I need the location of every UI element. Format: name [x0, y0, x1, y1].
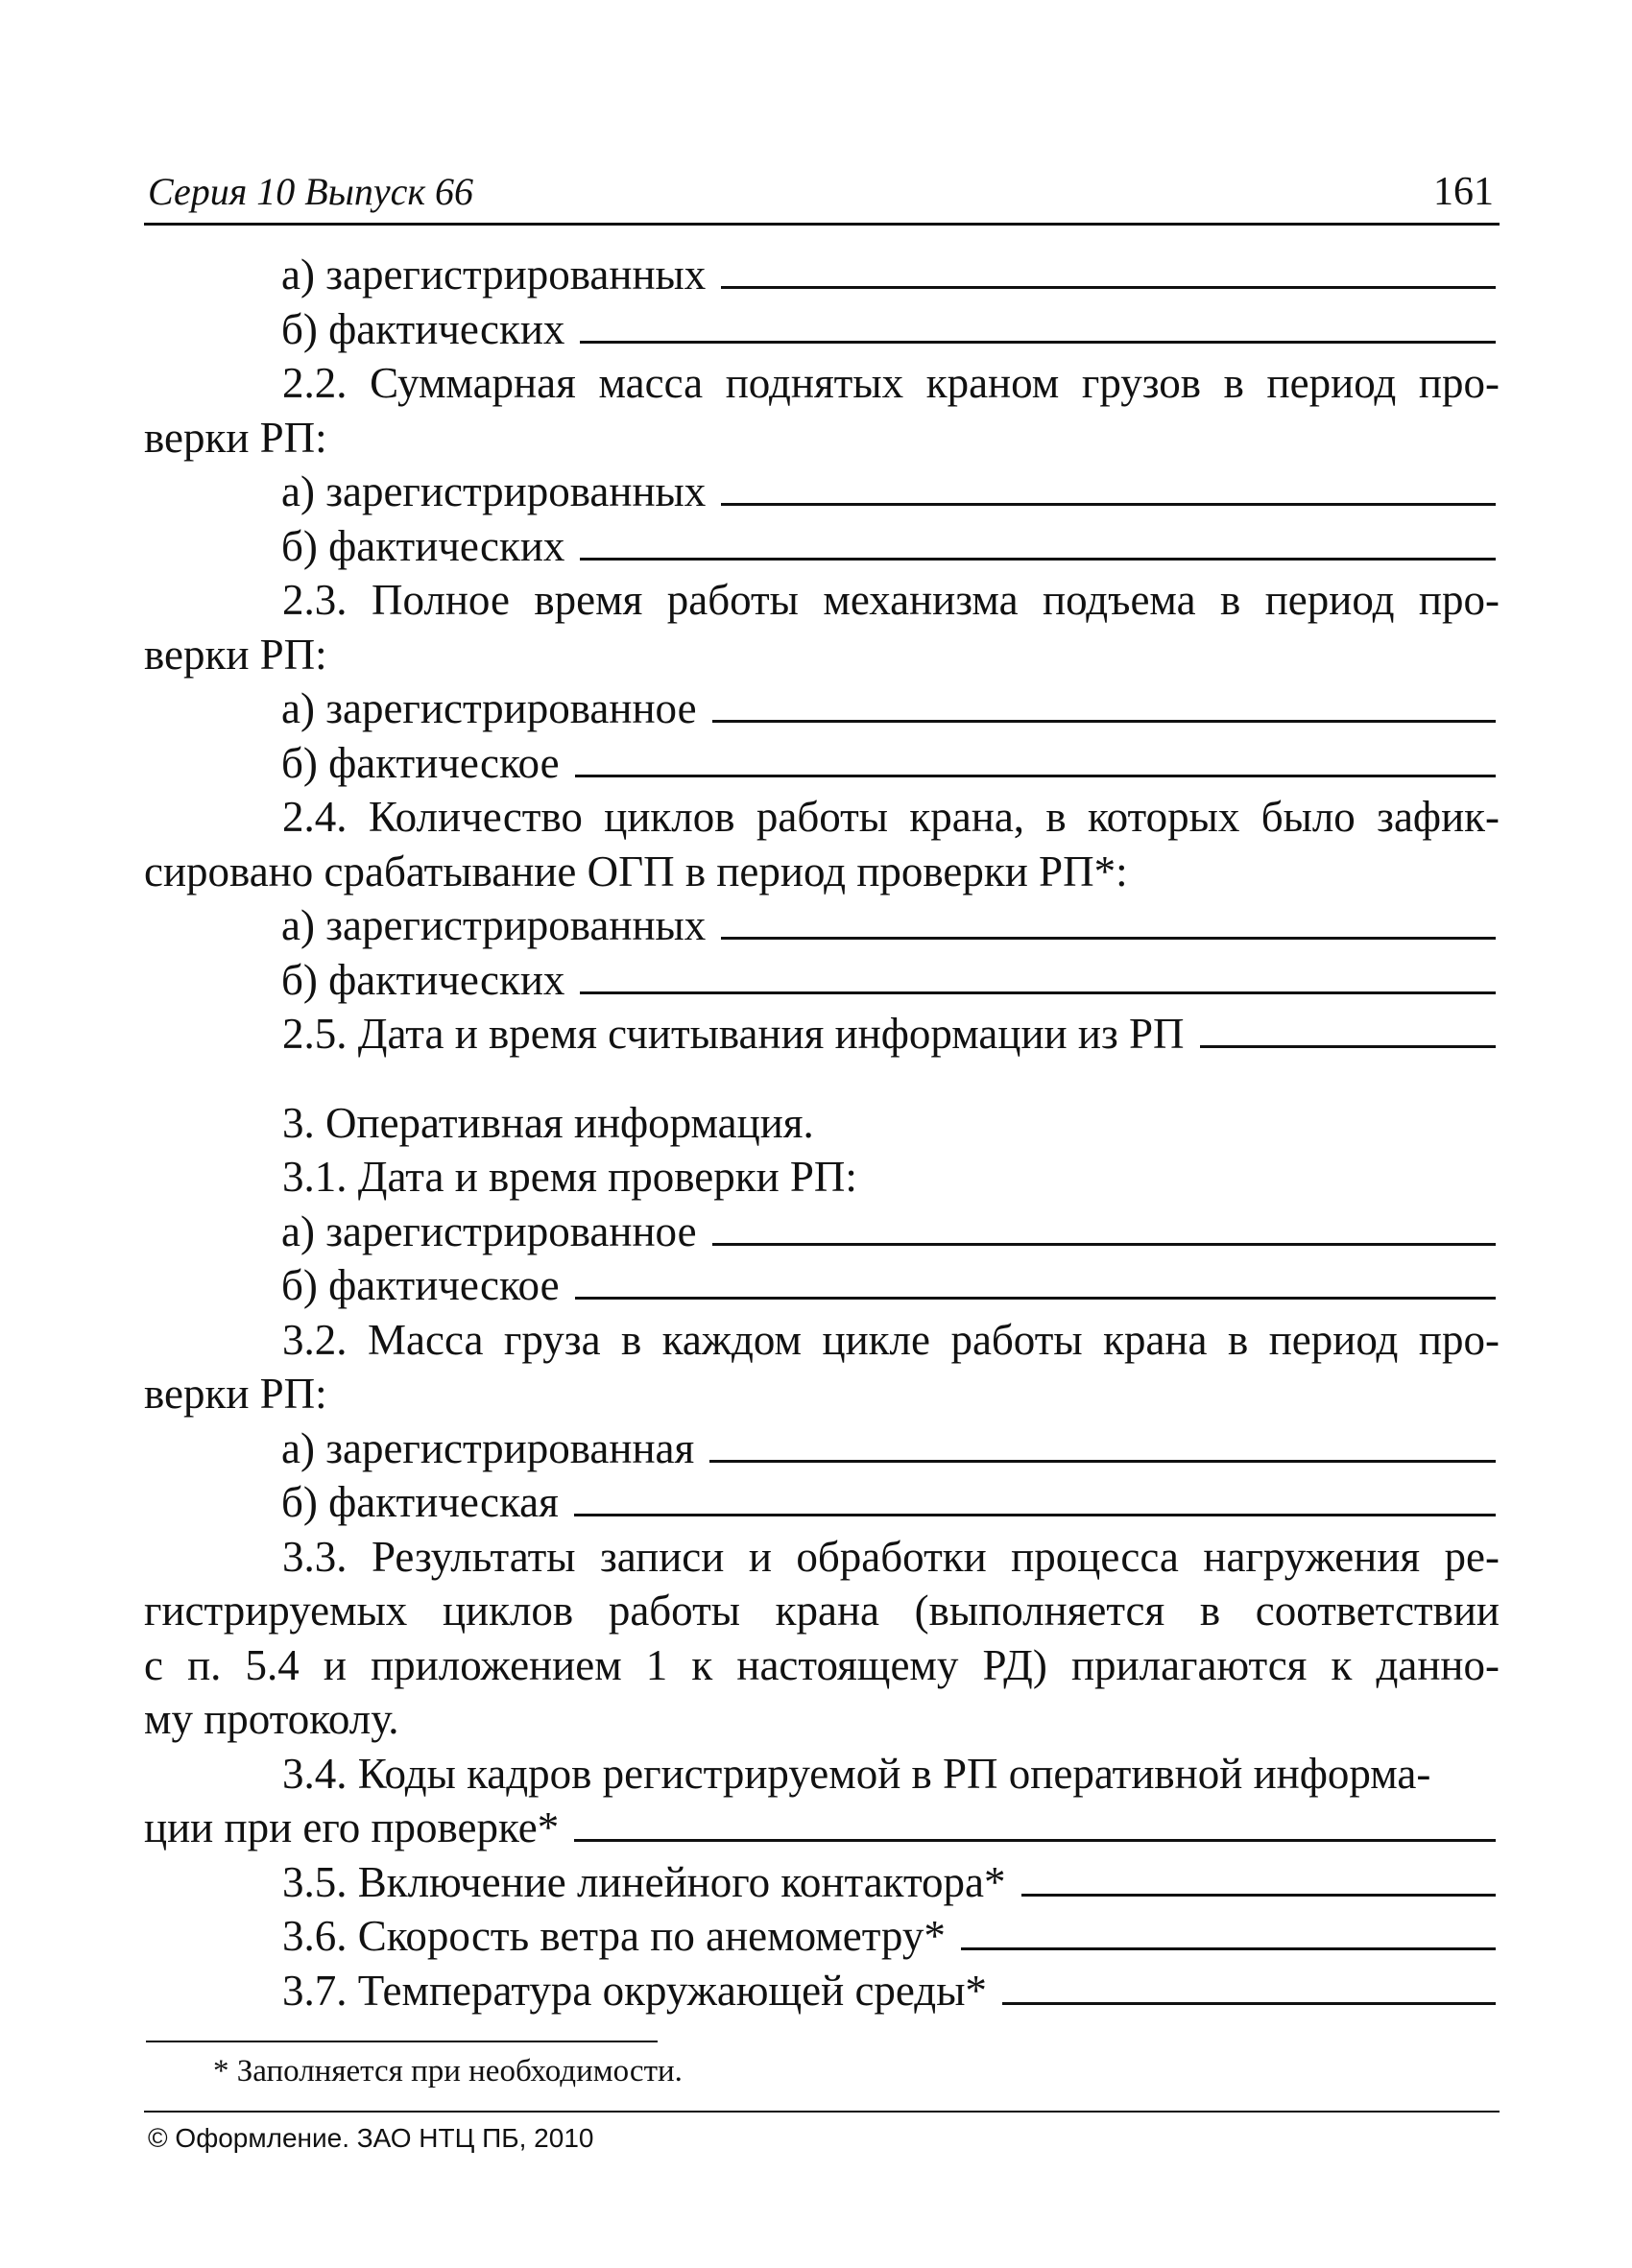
line-text: 3.4. Коды кадров регистрируемой в РП оперативной информа-: [282, 1749, 1431, 1798]
form-line: [144, 1801, 1500, 1855]
text-line: [144, 356, 1500, 411]
line-text: верки РП:: [144, 413, 327, 462]
form-body: [144, 248, 1500, 2017]
blank-field[interactable]: [575, 746, 1496, 777]
blank-field[interactable]: [1021, 1865, 1497, 1897]
line-text: 3.1. Дата и время проверки РП:: [282, 1153, 857, 1201]
line-label: а) зарегистрированное: [281, 684, 697, 732]
line-text: 3.2. Масса груза в каждом цикле работы крана в период про-: [282, 1315, 1500, 1364]
line-label: б) фактическое: [281, 738, 560, 787]
blank-field[interactable]: [961, 1919, 1496, 1950]
form-line: [144, 1421, 1500, 1476]
blank-field[interactable]: [580, 529, 1496, 561]
line-label: б) фактических: [281, 521, 565, 570]
text-line: [144, 573, 1500, 628]
form-line: [144, 1964, 1500, 2018]
document-page: [144, 0, 1500, 2268]
line-text: 3. Оперативная информация.: [282, 1098, 814, 1147]
blank-field[interactable]: [575, 1268, 1496, 1300]
text-line: [144, 1150, 1500, 1205]
line-text: му протоколу.: [144, 1695, 399, 1743]
paragraph-3-2: [144, 1313, 1500, 1421]
text-line: [144, 845, 1500, 899]
line-label: 2.5. Дата и время считывания информации из РП: [282, 1010, 1185, 1058]
blank-field[interactable]: [574, 1485, 1496, 1516]
blank-field[interactable]: [709, 1431, 1496, 1463]
form-line: [144, 1205, 1500, 1259]
form-line: [144, 1909, 1500, 1964]
line-text: с п. 5.4 и приложением 1 к настоящему РД) прилагаются к данно-: [144, 1640, 1500, 1689]
page-header: [144, 165, 1500, 226]
text-line: [144, 1367, 1500, 1421]
line-text: сировано срабатывание ОГП в период проверки РП*:: [144, 847, 1128, 895]
form-line: [144, 1855, 1500, 1910]
paragraph-3-3: [144, 1530, 1500, 1747]
line-label: 3.6. Скорость ветра по анемометру*: [282, 1912, 946, 1960]
blank-field[interactable]: [721, 908, 1496, 940]
line-label: б) фактических: [281, 304, 565, 353]
line-text: 2.4. Количество циклов работы крана, в которых было зафик-: [282, 793, 1500, 841]
section-gap: [144, 1062, 1500, 1096]
form-line: [144, 302, 1500, 357]
paragraph-2-2: [144, 356, 1500, 465]
copyright: © Оформление. ЗАО НТЦ ПБ, 2010: [148, 2123, 594, 2153]
blank-field[interactable]: [574, 1810, 1496, 1842]
line-label: 3.7. Температура окружающей среды*: [282, 1966, 987, 2015]
form-line: [144, 465, 1500, 519]
blank-field[interactable]: [712, 691, 1496, 723]
text-line: [144, 1692, 1500, 1747]
line-label: а) зарегистрированных: [281, 251, 707, 298]
line-text: верки РП:: [144, 630, 327, 679]
form-line: [144, 1258, 1500, 1313]
footnote-divider: [146, 2041, 658, 2042]
text-line: [144, 1530, 1500, 1585]
line-label: 3.5. Включение линейного контактора*: [282, 1857, 1006, 1906]
line-label: а) зарегистрированных: [281, 901, 707, 949]
line-text: гистрируемых циклов работы крана (выполняется в соответствии: [144, 1587, 1500, 1635]
form-line: [144, 681, 1500, 736]
text-line: [144, 1747, 1500, 1802]
line-text: 2.3. Полное время работы механизма подъема в период про-: [282, 576, 1500, 624]
line-label: а) зарегистрированное: [281, 1206, 697, 1255]
line-label: а) зарегистрированных: [281, 467, 707, 515]
paragraph-2-4: [144, 790, 1500, 898]
line-text: 2.2. Суммарная масса поднятых краном грузов в период про-: [282, 359, 1500, 407]
line-text: 3.3. Результаты записи и обработки процесса нагружения ре-: [282, 1532, 1500, 1581]
form-line: [144, 898, 1500, 953]
blank-field[interactable]: [721, 474, 1496, 506]
text-line: [144, 628, 1500, 682]
text-line: [144, 1638, 1500, 1693]
blank-field[interactable]: [1002, 1973, 1496, 2005]
text-line: [144, 790, 1500, 845]
form-line: [144, 248, 1500, 302]
line-text: верки РП:: [144, 1370, 327, 1418]
copyright-divider: [144, 2111, 1500, 2113]
text-line: [144, 1584, 1500, 1638]
line-label: б) фактическое: [281, 1261, 560, 1309]
blank-field[interactable]: [712, 1214, 1496, 1246]
line-label: ции при его проверке*: [144, 1803, 560, 1851]
line-label: б) фактических: [281, 955, 565, 1004]
form-line: [144, 519, 1500, 574]
form-line: [144, 953, 1500, 1008]
series-title: Серия 10 Выпуск 66: [148, 170, 474, 213]
line-label: б) фактическая: [281, 1478, 559, 1526]
blank-field[interactable]: [580, 963, 1496, 994]
blank-field[interactable]: [580, 312, 1496, 344]
form-line: [144, 736, 1500, 791]
form-line: [144, 1475, 1500, 1530]
line-label: а) зарегистрированная: [281, 1423, 695, 1472]
text-line: [144, 411, 1500, 466]
text-line: [144, 1313, 1500, 1368]
blank-field[interactable]: [1200, 1016, 1496, 1048]
blank-field[interactable]: [721, 257, 1496, 289]
form-line: [144, 1007, 1500, 1062]
page-number: 161: [1433, 170, 1494, 214]
section-heading: [144, 1096, 1500, 1151]
paragraph-2-3: [144, 573, 1500, 681]
footnote: * Заполняется при необходимости.: [213, 2054, 683, 2089]
